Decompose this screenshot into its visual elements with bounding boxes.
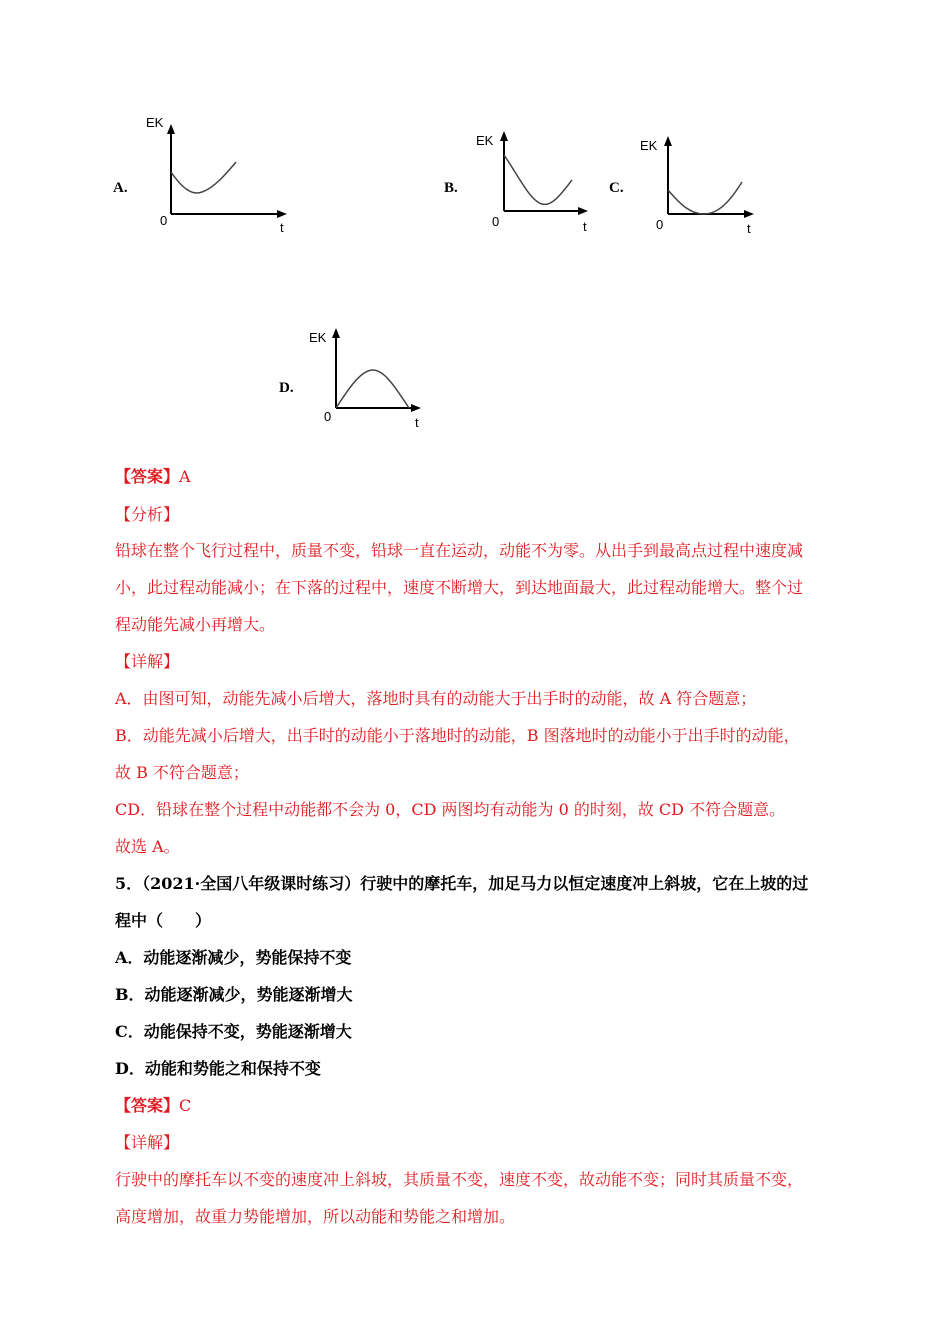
option-d-curve [336,370,409,408]
question-number: 5． [115,874,143,893]
answer-value: C [179,1096,192,1115]
option-a-curve [171,162,236,193]
question-source: （2021·全国八年级课时练习） [142,874,361,893]
q4-detail-line: B．动能先减小后增大，出手时的动能小于落地时的动能，B 图落地时的动能小于出手时的动能， [115,726,800,745]
origin-label: 0 [324,409,332,424]
q4-detail-line: A．由图可知，动能先减小后增大，落地时具有的动能大于出手时的动能，故 A 符合题意； [115,689,757,708]
q4-analysis-line: 程动能先减小再增大。 [115,615,276,634]
q5-option-a: A．动能逐渐减少，势能保持不变 [115,948,352,967]
origin-label: 0 [492,214,500,229]
q5-option-c: C．动能保持不变，势能逐渐增大 [115,1022,352,1041]
q5-detail-tag: 【详解】 [115,1133,180,1152]
answer-value: A [179,467,191,486]
q5-stem-line1 [115,874,808,894]
option-a-graph [140,110,290,239]
option-d-graph [305,322,430,436]
option-b-curve [504,155,572,204]
q5-stem-line2: 程中（ ） [115,911,212,930]
q4-analysis-line: 小，此过程动能减小；在下落的过程中，速度不断增大，到达地面最大，此过程动能增大。整个过 [115,578,804,597]
q4-answer [115,467,191,487]
option-b-graph [472,125,597,239]
x-axis-label: t [583,219,587,234]
origin-label: 0 [160,213,168,228]
q4-analysis-tag: 【分析】 [115,505,180,524]
x-axis-label: t [747,221,751,236]
y-axis-label: EK [146,115,164,130]
x-axis-label: t [415,415,419,430]
q5-answer [115,1096,191,1116]
q4-analysis-line: 铅球在整个飞行过程中，质量不变，铅球一直在运动，动能不为零。从出手到最高点过程中速度减 [115,541,804,560]
origin-label: 0 [656,217,664,232]
q4-detail-line: CD．铅球在整个过程中动能都不会为 0，CD 两图均有动能为 0 的时刻，故 CD 不符合题意。 [115,800,786,819]
q5-detail-line: 行驶中的摩托车以不变的速度冲上斜坡，其质量不变，速度不变，故动能不变；同时其质量不变， [115,1170,804,1189]
q5-option-d: D．动能和势能之和保持不变 [115,1059,321,1078]
q5-option-b: B．动能逐渐减少，势能逐渐增大 [115,985,353,1004]
answer-tag: 【答案】 [115,467,180,486]
x-axis-label: t [280,220,284,235]
q5-detail-line: 高度增加，故重力势能增加，所以动能和势能之和增加。 [115,1207,516,1226]
option-b-label: B. [444,180,458,196]
option-c-curve [668,182,742,214]
option-c-graph [636,130,761,244]
answer-tag: 【答案】 [115,1096,180,1115]
option-c-label: C. [609,180,624,196]
q4-detail-tag: 【详解】 [115,652,180,671]
q4-detail-line: 故 B 不符合题意； [115,763,249,782]
question-stem: 行驶中的摩托车，加足马力以恒定速度冲上斜坡，它在上坡的过 [360,874,809,893]
option-a-label: A. [113,180,128,196]
y-axis-label: EK [476,133,494,148]
q4-detail-line: 故选 A。 [115,837,180,856]
y-axis-label: EK [640,138,658,153]
option-d-label: D. [279,380,294,396]
y-axis-label: EK [309,330,327,345]
